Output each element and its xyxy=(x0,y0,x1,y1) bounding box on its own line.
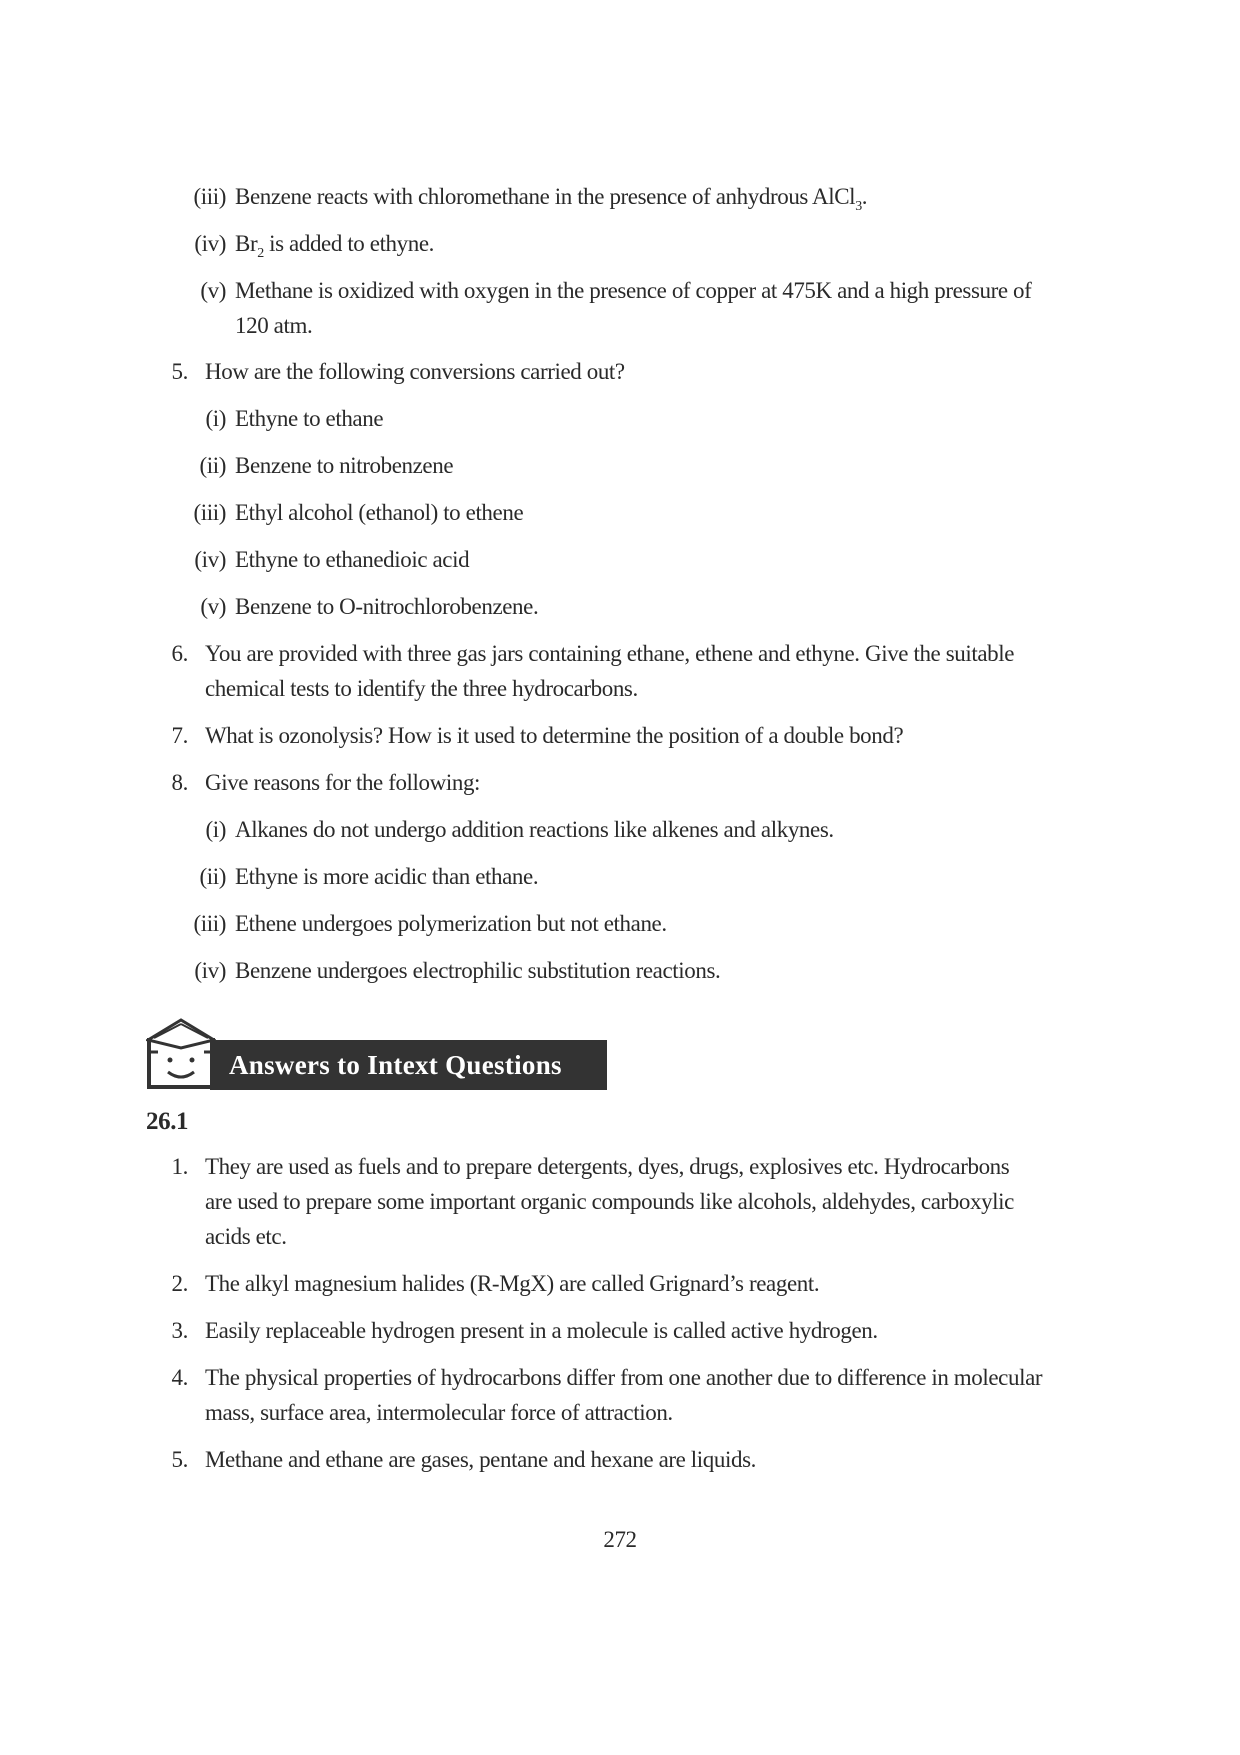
part-label: (iii) xyxy=(193,184,226,209)
page-number: 272 xyxy=(603,1527,637,1552)
answer-3-text: Easily replaceable hydrogen present in a molecule is called active hydrogen. xyxy=(205,1318,878,1343)
question-number: 8. xyxy=(171,770,188,795)
answer-4-line1: The physical properties of hydrocarbons differ from one another due to difference in molecular xyxy=(205,1365,1043,1390)
question-7-text: What is ozonolysis? How is it used to determine the position of a double bond? xyxy=(205,723,904,748)
student-face-icon xyxy=(146,1018,216,1090)
part-label: (iii) xyxy=(193,500,226,525)
q5-part-iv: Ethyne to ethanedioic acid xyxy=(235,547,470,572)
answer-1-line2: are used to prepare some important organic compounds like alcohols, aldehydes, carboxylic xyxy=(205,1189,1014,1214)
answer-number: 1. xyxy=(171,1154,188,1179)
q5-part-iii: Ethyl alcohol (ethanol) to ethene xyxy=(235,500,524,525)
question-number: 5. xyxy=(171,359,188,384)
part-label: (i) xyxy=(205,406,226,431)
q8-part-iv: Benzene undergoes electrophilic substitution reactions. xyxy=(235,958,721,983)
q4-part-v-line2: 120 atm. xyxy=(235,313,313,338)
banner-title: Answers to Intext Questions xyxy=(229,1050,562,1080)
question-number: 7. xyxy=(171,723,188,748)
question-6-line2: chemical tests to identify the three hydrocarbons. xyxy=(205,676,638,701)
q8-part-ii: Ethyne is more acidic than ethane. xyxy=(235,864,539,889)
part-label: (iii) xyxy=(193,911,226,936)
q5-part-i: Ethyne to ethane xyxy=(235,406,384,431)
q5-part-v: Benzene to O-nitrochlorobenzene. xyxy=(235,594,539,619)
question-number: 6. xyxy=(171,641,188,666)
part-label: (v) xyxy=(200,594,226,619)
q8-part-i: Alkanes do not undergo addition reactions like alkenes and alkynes. xyxy=(235,817,834,842)
answer-1-line3: acids etc. xyxy=(205,1224,287,1249)
part-label: (i) xyxy=(205,817,226,842)
section-number: 26.1 xyxy=(146,1108,189,1135)
part-label: (iv) xyxy=(194,958,226,983)
q4-part-iii: Benzene reacts with chloromethane in the presence of anhydrous AlCl$_3$. xyxy=(235,184,868,214)
part-label: (iv) xyxy=(194,547,226,572)
q4-part-iv: $Br_2$ is added to ethyne. xyxy=(235,231,435,261)
part-label: (iv) xyxy=(194,231,226,256)
question-5-text: How are the following conversions carried out? xyxy=(205,359,625,384)
answer-number: 5. xyxy=(171,1447,188,1472)
part-label: (ii) xyxy=(199,453,226,478)
q4-part-v-line1: Methane is oxidized with oxygen in the presence of copper at 475K and a high pressure of xyxy=(235,278,1032,303)
part-label: (v) xyxy=(200,278,226,303)
question-6-line1: You are provided with three gas jars containing ethane, ethene and ethyne. Give the suitable xyxy=(205,641,1015,666)
answer-number: 2. xyxy=(171,1271,188,1296)
part-label: (ii) xyxy=(199,864,226,889)
answer-2-text: The alkyl magnesium halides (R-MgX) are called Grignard’s reagent. xyxy=(205,1271,820,1296)
question-8-text: Give reasons for the following: xyxy=(205,770,481,795)
q5-part-ii: Benzene to nitrobenzene xyxy=(235,453,454,478)
answer-1-line1: They are used as fuels and to prepare detergents, dyes, drugs, explosives etc. Hydrocarbons xyxy=(205,1154,1010,1179)
answer-5-text: Methane and ethane are gases, pentane and hexane are liquids. xyxy=(205,1447,756,1472)
answer-4-line2: mass, surface area, intermolecular force of attraction. xyxy=(205,1400,673,1425)
q8-part-iii: Ethene undergoes polymerization but not ethane. xyxy=(235,911,667,936)
answer-number: 3. xyxy=(171,1318,188,1343)
answer-number: 4. xyxy=(171,1365,188,1390)
